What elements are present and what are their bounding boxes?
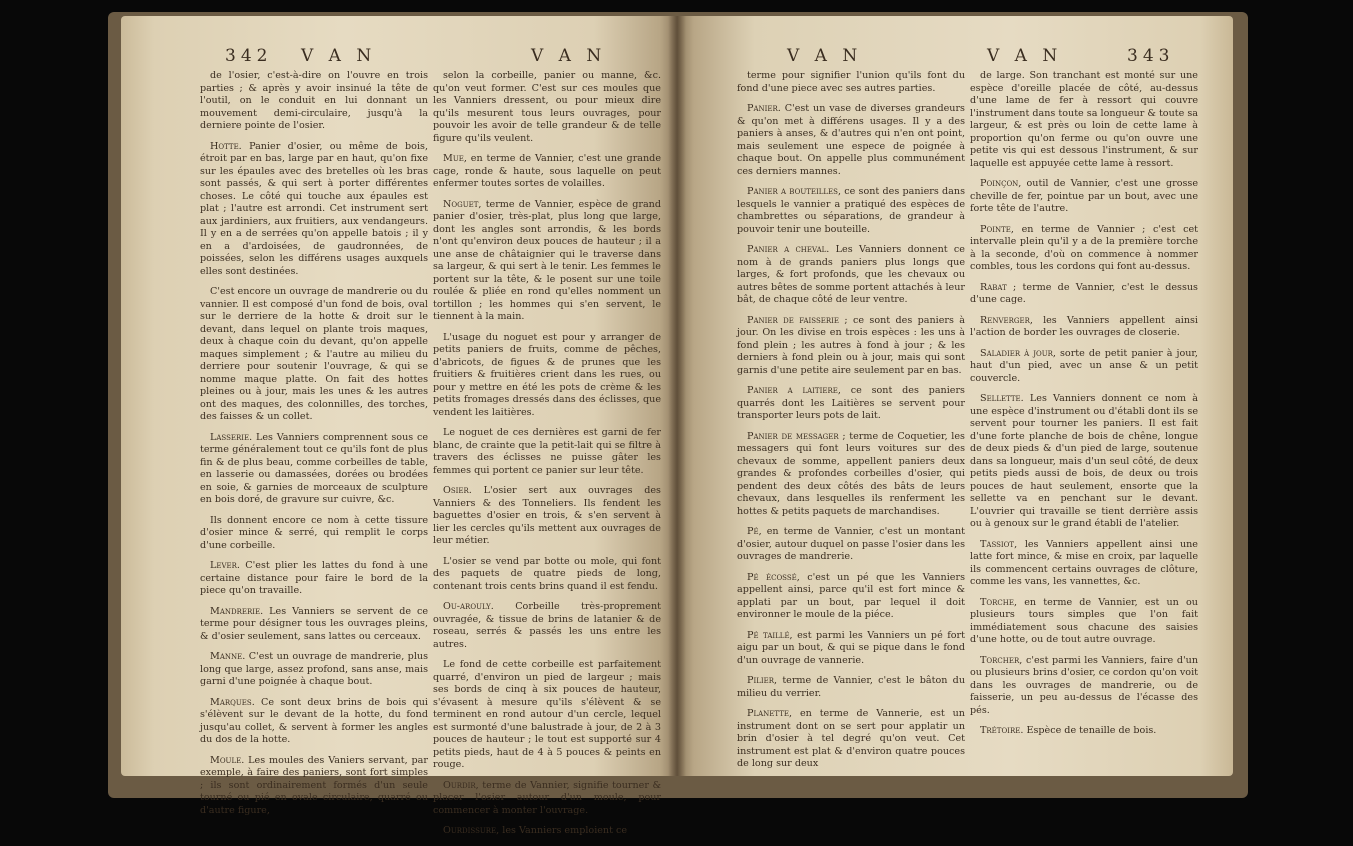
entry-text: c'est parmi les Vanniers, faire d'un ou plusieurs brins d'osier, ce cordon qu'on voit dans les ouvrages de mandrerie, ou de faisserie, un peu au-dessus de l'écasse des pés. (970, 654, 1198, 716)
entry-text: est parmi les Vanniers un pé fort aigu par un bout, & qui se pique dans le fond d'un ouvrage de vannerie. (737, 629, 965, 666)
entry-headword: Noguet, (443, 198, 482, 210)
dictionary-entry (737, 103, 965, 178)
dictionary-entry (737, 431, 965, 519)
dictionary-entry (737, 630, 965, 668)
dictionary-entry (433, 153, 661, 191)
entry-headword: Torche, (980, 596, 1018, 608)
running-header: V A N (531, 46, 607, 66)
entry-headword: Torcher, (980, 654, 1023, 666)
entry-text: Les Vanniers donnent ce nom à une espèce d'instrument ou d'établi dont ils se servent pour tourner les paniers. Il est fait d'une forte planche de bois de chêne, longue de deux pieds & d'un pied de large, soutenue dans sa longueur, mais d'un seul côté, de deux petits pieds aussi de bois, de deux ou trois pouces de haut seulement, ensorte que la sellette va en penchant sur le devant. L'ouvrier qui travaille se tient derrière assis ou à genoux sur le grand établi de l'atelier. (970, 393, 1198, 529)
entry-headword: Mandrerie. (210, 605, 264, 617)
dictionary-entry (200, 432, 428, 507)
entry-text: Panier d'osier, ou même de bois, étroit par en bas, large par en haut, qu'on fixe sur les épaules avec des bretelles où les bras sont passés, & qui sert à porter différentes choses. Le côté qui touche aux épaules est plat ; l'autre est arrondi. Cet instrument sert aux jardiniers, aux fruitiers, aux vendangeurs. Il y en a de serrées qu'on appelle batois ; il y en a d'ardoisées, de gaudronnées, de poissées, selon les différens usages auxquels elles sont destinées. (200, 140, 428, 277)
entry-text: ce sont des paniers dans lesquels le vannier a pratiqué des espèces de chambrettes ou séparations, de grandeur à pouvoir tenir une bouteille. (737, 186, 965, 235)
dictionary-entry (200, 286, 428, 424)
entry-text: les Vanniers emploient ce (502, 825, 628, 836)
dictionary-entry (200, 755, 428, 818)
entry-text: Le noguet de ces dernières est garni de fer blanc, de crainte que la petit-lait qui se filtre à travers des éclisses ne puisse gâter les femmes qui portent ce panier sur leur tête. (433, 427, 661, 476)
entry-headword: Moule. (210, 754, 245, 766)
dictionary-entry (737, 708, 965, 771)
dictionary-entry (970, 348, 1198, 386)
entry-text: les Vanniers appellent ainsi l'action de border les ouvrages de closerie. (970, 314, 1198, 338)
text-column (433, 70, 661, 846)
entry-headword: Pilier, (747, 675, 778, 686)
entry-text: L'osier sert aux ouvrages des Vanniers & des Tonneliers. Ils fendent les baguettes d'osier en trois, & s'en servent à lier les cercles qu'ils mettent aux ouvrages de leur métier. (433, 485, 661, 546)
entry-text: les Vanniers appellent ainsi une latte fort mince, & mise en croix, par laquelle ils commencent certains ouvrages de clôture, comme les vans, les vannettes, &c. (970, 538, 1198, 587)
dictionary-entry (200, 651, 428, 689)
entry-headword: Panier a bouteilles, (747, 186, 842, 197)
dictionary-entry (433, 780, 661, 818)
page-number: 342 (225, 46, 273, 66)
entry-headword: Hotte. (210, 140, 242, 152)
page-number: 343 (1127, 46, 1175, 66)
entry-text: Corbeille très-proprement ouvragée, & tissue de brins de latanier & de roseau, serrés & passés les uns entre les autres. (433, 601, 661, 650)
entry-text: sorte de petit panier à jour, haut d'un pied, avec un anse & un petit couvercle. (970, 347, 1198, 384)
dictionary-entry (433, 199, 661, 324)
dictionary-entry (970, 597, 1198, 647)
entry-headword: Panier a laitiere, (747, 385, 841, 396)
right-page (677, 16, 1233, 776)
entry-text: Les Vanniers donnent ce nom à de grands paniers plus longs que larges, & fort profonds, que les chevaux ou autres bêtes de somme portent attachés à leur bât, de chaque côté de leur ventre. (737, 244, 965, 305)
dictionary-entry (970, 393, 1198, 531)
dictionary-entry (200, 515, 428, 553)
running-header: V A N (987, 46, 1063, 66)
entry-headword: Sellette. (980, 393, 1024, 404)
entry-headword: Mue, (443, 153, 467, 164)
dictionary-entry (737, 244, 965, 307)
entry-text: terme de Vannier, espèce de grand panier d'osier, très-plat, plus long que large, dont les angles sont arrondis, & les bords n'ont qu'environ deux pouces de hauteur ; il a une anse de châtaignier qui le traverse dans sa largeur, & qui sert à le tenir. Les femmes le portent sur la tête, & le posent sur une toile roulée & pliée en rond qu'elles nomment un tortillon ; les hommes qui s'en servent, le tiennent à la main. (433, 198, 662, 322)
dictionary-entry (970, 70, 1198, 170)
entry-headword: Pointe, (980, 223, 1014, 235)
entry-text: Les Vanniers comprennent sous ce terme généralement tout ce qu'ils font de plus fin & de plus beau, comme corbeilles de table, en lasserie ou damassées, dorées ou brodées en soie, & garnies de morceaux de sculpture en bois doré, de gravure sur cuivre, &c. (200, 431, 428, 505)
entry-headword: Planette, (747, 708, 793, 719)
entry-headword: Panier de messager ; (747, 430, 846, 442)
dictionary-entry (737, 675, 965, 700)
dictionary-entry (200, 141, 428, 279)
entry-headword: Panier. (747, 103, 781, 114)
entry-headword: Ourdissure, (443, 825, 500, 836)
entry-text: Les Vanniers se servent de ce terme pour désigner tous les ouvrages pleins, & d'osier seulement, sans lattes ou cerceaux. (200, 605, 428, 642)
dictionary-entry (970, 282, 1198, 307)
dictionary-entry (433, 332, 661, 420)
entry-headword: Saladier à jour, (980, 347, 1056, 359)
entry-headword: Osier. (443, 485, 472, 496)
entry-text: outil de Vannier, c'est une grosse cheville de fer, pointue par un bout, avec une forte tête de l'autre. (970, 178, 1198, 214)
entry-text: ce sont des paniers à jour. On les divise en trois espèces : les uns à fond plein ; les autres à fond à jour ; & les derniers à fond plein ou à jour, mais qui sont garnis d'une petite aire seulement par en bas. (737, 314, 965, 376)
entry-text: ce sont des paniers quarrés dont les Laitières se servent pour transporter leurs pots de lait. (737, 385, 965, 421)
entry-text: en terme de Vannerie, est un instrument dont on se sert pour applatir un brin d'osier à tel degré qu'on veut. Cet instrument est plat & d'environ quatre pouces de long sur deux (737, 708, 965, 769)
dictionary-entry (737, 526, 965, 564)
entry-headword: Lever. (210, 560, 240, 571)
entry-headword: Renverger, (980, 314, 1033, 326)
running-header: V A N (301, 46, 377, 66)
entry-headword: Poinçon, (980, 178, 1022, 189)
entry-text: C'est un vase de diverses grandeurs & qu'on met à différens usages. Il y a des paniers à anses, & d'autres qui n'en ont point, mais seulement une espece de poignée à chaque bout. On appelle plus communément ces derniers mannes. (737, 103, 965, 177)
entry-headword: Pé, (747, 526, 762, 537)
dictionary-entry (970, 539, 1198, 589)
dictionary-entry (970, 224, 1198, 274)
entry-headword: Panier de faisserie ; (747, 314, 848, 326)
dictionary-entry (433, 485, 661, 548)
dictionary-entry (433, 427, 661, 477)
entry-headword: Pé écossé, (747, 571, 800, 583)
entry-headword: Ou-arouly. (443, 601, 494, 612)
dictionary-entry (737, 186, 965, 236)
dictionary-entry (433, 556, 661, 594)
dictionary-entry (200, 560, 428, 598)
entry-text: Ce sont deux brins de bois qui s'élèvent sur le devant de la hotte, du fond jusqu'au collet, & servent à former les angles du dos de la hotte. (200, 696, 428, 745)
dictionary-entry (433, 601, 661, 651)
entry-headword: Pé taillé, (747, 629, 793, 641)
entry-text: Les moules des Vaniers servant, par exemple, à faire des paniers, sont fort simples ; ils sont ordinairement formés d'un seule tourné ou pié en ovale circulaire, quarré ou d'autre figure, (200, 754, 428, 816)
left-page (121, 16, 677, 836)
entry-text: Espèce de tenaille de bois. (1026, 725, 1157, 736)
dictionary-entry (970, 725, 1198, 738)
dictionary-entry (970, 178, 1198, 216)
entry-text: en terme de Vannier, est un ou plusieurs tours simples que l'on fait immédiatement sous chacune des saisies d'une hotte, ou de tout autre ouvrage. (970, 596, 1198, 645)
entry-text: terme de Coquetier, les messagers qui font leurs voitures sur des chevaux de somme, appellent paniers deux grandes & profondes corbeilles d'osier, qui pendent des deux côtés des bâts de leurs chevaux, dans lesquelles ils renferment les hottes & petits paquets de marchandises. (737, 430, 965, 517)
dictionary-entry (433, 659, 661, 772)
entry-text: L'usage du noguet est pour y arranger de petits paniers de fruits, comme de pêches, d'abricots, de figues & de prunes que les fruitiers & fruitières crient dans les rues, ou pour y mettre en été les pots de crème & les petits fromages dressés dans des éclisses, que vendent les laitières. (433, 331, 661, 418)
dictionary-entry (200, 70, 428, 133)
entry-text: en terme de Vannier, c'est un montant d'osier, autour duquel on passe l'osier dans les ouvrages de mandrerie. (737, 526, 965, 562)
entry-headword: Manne. (210, 651, 246, 662)
entry-text: L'osier se vend par botte ou mole, qui font des paquets de quatre pieds de long, contenant trois cents brins quand il est fendu. (433, 555, 661, 592)
entry-text: selon la corbeille, panier ou manne, &c. qu'on veut former. C'est sur ces moules que les Vanniers dressent, ou pour mieux dire qu'ils mesurent tous leurs ouvrages, pour pouvoir les avoir de telle grandeur & de telle figure qu'ils veulent. (433, 70, 661, 144)
dictionary-entry (200, 697, 428, 747)
text-column (970, 70, 1198, 746)
entry-text: en terme de Vannier ; c'est cet intervalle plein qu'il y a de la première torche à la seconde, d'où on commence à nommer combles, tous les cordons qui font au-dessus. (970, 223, 1198, 272)
entry-text: c'est un pé que les Vanniers appellent ainsi, parce qu'il est fort mince & applati par un bout, par lequel il doit environner le moule de la piéce. (737, 571, 965, 620)
dictionary-entry (433, 70, 661, 145)
entry-text: de large. Son tranchant est monté sur une espèce d'oreille placée de côté, au-dessus d'une lame de fer à ressort qui couvre l'instrument dans toute sa longueur & toute sa largeur, & est près ou loin de cette lame à proportion qu'on ferme ou qu'on ouvre une petite vis qui est dessous l'instrument, & sur laquelle est appuyée cette lame à ressort. (970, 70, 1198, 169)
entry-text: terme de Vannier, c'est le bâton du milieu du verrier. (737, 675, 965, 699)
entry-headword: Tassiot, (980, 538, 1018, 550)
entry-text: terme de Vannier, signifie tourner & placer l'osier autour d'un moule, pour commencer à monter l'ouvrage. (433, 779, 661, 816)
entry-text: Ils donnent encore ce nom à cette tissure d'osier mince & serré, qui remplit le corps d'une corbeille. (200, 514, 428, 551)
entry-text: C'est plier les lattes du fond à une certaine distance pour faire le bord de la piece qu'on travaille. (200, 560, 428, 596)
book-gutter (668, 16, 686, 776)
dictionary-entry (970, 655, 1198, 718)
entry-headword: Rabat ; (980, 281, 1017, 293)
text-column (737, 70, 965, 779)
entry-text: Le fond de cette corbeille est parfaitement quarré, d'environ un pied de largeur ; mais ses bords de cinq à six pouces de hauteur, s'évasent à mesure qu'ils s'élèvent & se terminent en rond autour d'un cercle, lequel est surmonté d'une balustrade à jour, de 2 à 3 pouces de hauteur ; le tout est supporté sur 4 petits pieds, haut de 4 à 5 pouces & peints en rouge. (433, 659, 661, 770)
entry-text: C'est un ouvrage de mandrerie, plus long que large, assez profond, sans anse, mais garni d'une poignée à chaque bout. (200, 651, 428, 687)
dictionary-entry (200, 606, 428, 644)
dictionary-entry (970, 315, 1198, 340)
entry-text: en terme de Vannier, c'est une grande cage, ronde & haute, sous laquelle on peut enfermer toutes sortes de volailles. (433, 153, 662, 189)
entry-text: terme de Vannier, c'est le dessus d'une cage. (970, 281, 1198, 305)
dictionary-entry (433, 825, 661, 838)
dictionary-entry (737, 70, 965, 95)
entry-text: C'est encore un ouvrage de mandrerie ou du vannier. Il est composé d'un fond de bois, oval sur le derriere de la hotte & droit sur le devant, dans lequel on plante trois maques, deux à chaque coin du devant, qu'on appelle maques simplement ; & l'autre au milieu du derriere pour soutenir l'ouvrage, & qui se nomme maque platte. On fait des hottes pleines ou à jour, mais les unes & les autres ont des maques, des colonnilles, des torches, des faisses & un collet. (200, 286, 428, 422)
entry-headword: Marques. (210, 696, 255, 708)
text-column (200, 70, 428, 825)
entry-text: de l'osier, c'est-à-dire on l'ouvre en trois parties ; & après y avoir insinué la tête de l'outil, on le conduit en lui donnant un mouvement demi-circulaire, jusqu'à la derniere pointe de l'osier. (200, 70, 428, 131)
entry-headword: Lasserie. (210, 431, 253, 443)
dictionary-entry (737, 385, 965, 423)
entry-headword: Trétoire. (980, 725, 1024, 736)
dictionary-entry (737, 315, 965, 378)
dictionary-entry (737, 572, 965, 622)
running-header: V A N (787, 46, 863, 66)
entry-headword: Panier a cheval. (747, 244, 830, 255)
entry-text: terme pour signifier l'union qu'ils font du fond d'une piece avec ses autres parties. (737, 70, 965, 94)
entry-headword: Ourdir, (443, 779, 479, 791)
